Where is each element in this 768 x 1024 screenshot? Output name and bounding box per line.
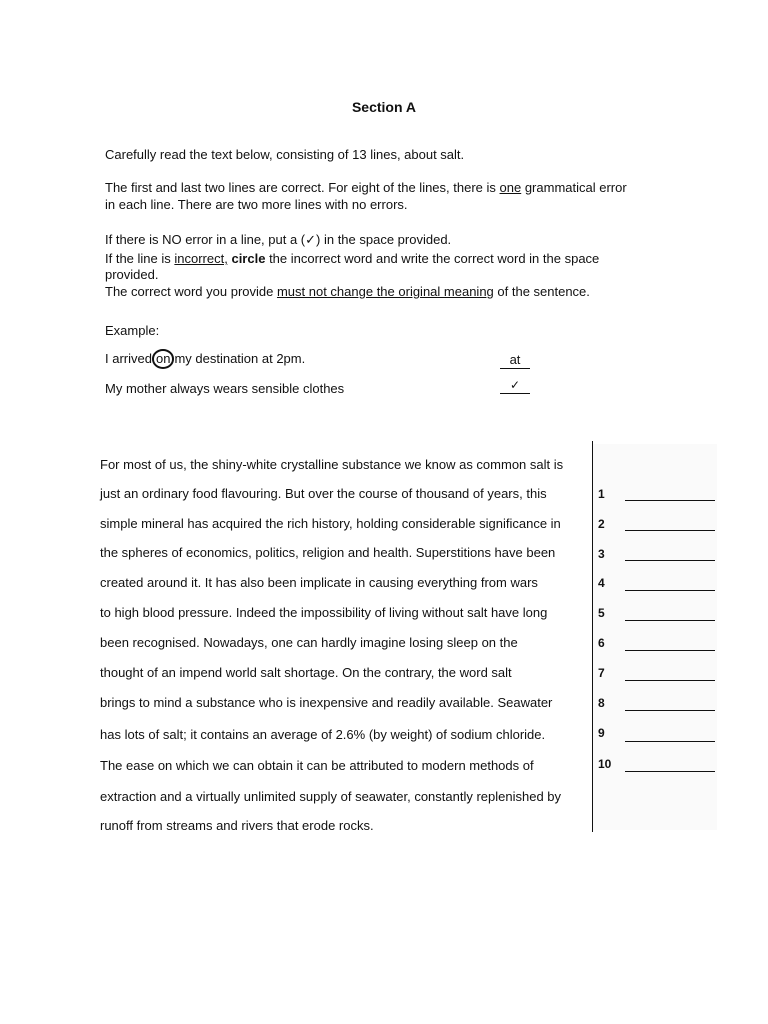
instruction-rule1: If there is NO error in a line, put a (✓) in the space provided. (105, 232, 452, 247)
answer-blank[interactable] (625, 590, 715, 591)
instruction-rule2-a: If the line is (105, 251, 175, 266)
line-number: 10 (598, 757, 612, 771)
passage-line: simple mineral has acquired the rich history, holding considerable significance in (100, 516, 561, 531)
circled-word: on (152, 349, 174, 369)
example-line2: My mother always wears sensible clothes (105, 381, 345, 396)
passage-line: extraction and a virtually unlimited supply of seawater, constantly replenished by (100, 789, 562, 804)
passage-line: the spheres of economics, politics, religion and health. Superstitions have been (100, 545, 556, 560)
example-label: Example: (105, 323, 160, 338)
instruction-rule2-line2: provided. (105, 267, 159, 282)
instruction-rule3-underlined: must not change the original meaning (276, 284, 494, 299)
answer-panel (593, 444, 717, 830)
instruction-rule2-underlined: incorrect, (174, 251, 228, 266)
instruction-rule3-b: of the sentence. (493, 284, 590, 299)
instruction-para2-line2: in each line. There are two more lines with no errors. (105, 197, 408, 212)
answer-blank[interactable] (625, 741, 715, 742)
line-number: 6 (598, 636, 605, 650)
instruction-rule3 (105, 283, 590, 300)
instruction-para2 (105, 179, 627, 196)
passage-line: to high blood pressure. Indeed the impossibility of living without salt have long (100, 605, 548, 620)
answer-blank[interactable] (625, 620, 715, 621)
instruction-para2-b: grammatical error (521, 180, 627, 195)
line-number: 2 (598, 517, 605, 531)
example-line1 (105, 350, 305, 367)
answer-blank[interactable] (625, 530, 715, 531)
line-number: 8 (598, 696, 605, 710)
passage-line: brings to mind a substance who is inexpensive and readily available. Seawater (100, 695, 553, 710)
instruction-rule3-a: The correct word you provide (105, 284, 277, 299)
line-number: 4 (598, 576, 605, 590)
passage-line: just an ordinary food flavouring. But over the course of thousand of years, this (100, 486, 547, 501)
instruction-rule2-bold: circle (231, 251, 266, 266)
passage-line: created around it. It has also been implicate in causing everything from wars (100, 575, 538, 590)
line-number: 3 (598, 547, 605, 561)
instruction-para1: Carefully read the text below, consisting of 13 lines, about salt. (105, 147, 465, 162)
instruction-para2-underlined: one (499, 180, 522, 195)
answer-blank[interactable] (625, 710, 715, 711)
passage-line: For most of us, the shiny-white crystalline substance we know as common salt is (100, 457, 564, 472)
passage-line: runoff from streams and rivers that erode rocks. (100, 818, 374, 833)
passage-line: has lots of salt; it contains an average of 2.6% (by weight) of sodium chloride. (100, 727, 546, 742)
example-answer-2: ✓ (500, 378, 530, 394)
line-number: 5 (598, 606, 605, 620)
instruction-rule2 (105, 250, 599, 267)
section-title: Section A (351, 99, 417, 115)
answer-blank[interactable] (625, 680, 715, 681)
example-line1-a: I arrived (105, 351, 152, 366)
passage-line: The ease on which we can obtain it can be attributed to modern methods of (100, 758, 534, 773)
answer-blank[interactable] (625, 771, 715, 772)
answer-blank[interactable] (625, 650, 715, 651)
instruction-para2-a: The first and last two lines are correct. For eight of the lines, there is (105, 180, 500, 195)
line-number: 7 (598, 666, 605, 680)
passage-line: thought of an impend world salt shortage. On the contrary, the word salt (100, 665, 512, 680)
answer-blank[interactable] (625, 560, 715, 561)
passage-line: been recognised. Nowadays, one can hardly imagine losing sleep on the (100, 635, 518, 650)
answer-blank[interactable] (625, 500, 715, 501)
instruction-rule2-b: the incorrect word and write the correct word in the space (265, 251, 600, 266)
example-answer-1: at (500, 352, 530, 369)
example-line1-b: my destination at 2pm. (174, 351, 306, 366)
line-number: 1 (598, 487, 605, 501)
line-number: 9 (598, 726, 605, 740)
vertical-divider (592, 441, 593, 832)
